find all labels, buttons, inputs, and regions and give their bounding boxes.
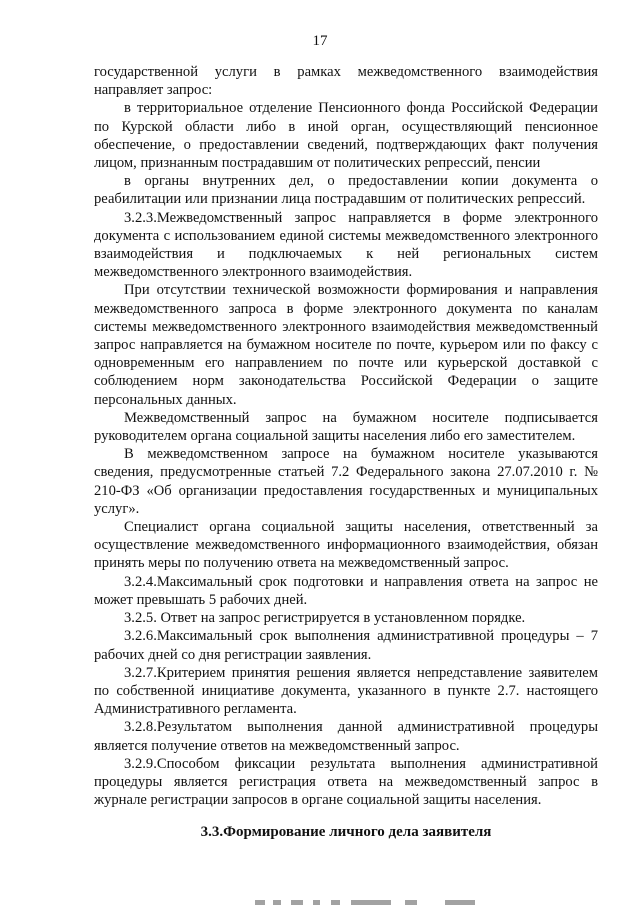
paragraph: При отсутствии технической возможности формирования и направления межведомственного запроса в форме электронного документа по каналам системы межведомственного электронного взаимодействия межведомственный запрос направляется на бумажном носителе по почте, курьером или по факсу с одновременным его направлением по почте или курьерской доставкой с соблюдением норм законодательства Российской Федерации о защите персональных данных. — [94, 282, 598, 408]
paragraph: Межведомственный запрос на бумажном носителе подписывается руководителем органа социальной защиты населения либо его заместителем. — [94, 409, 598, 445]
paragraph: 3.2.5. Ответ на запрос регистрируется в установленном порядке. — [124, 610, 526, 627]
paragraph: 3.2.3.Межведомственный запрос направляется в форме электронного документа с использованием единой системы межведомственного электронного взаимодействия и подключаемых к ней региональных систем межведомственного электронного взаимодействия. — [94, 209, 598, 281]
scan-bleed-through — [255, 897, 485, 905]
paragraph: Специалист органа социальной защиты населения, ответственный за осуществление межведомственного информационного взаимодействия, обязан принять меры по получению ответа на межведомственный запрос. — [94, 519, 598, 572]
paragraph: 3.2.8.Результатом выполнения данной административной процедуры является получение ответов на межведомственный запрос. — [94, 719, 598, 754]
paragraph: 3.2.4.Максимальный срок подготовки и направления ответа на запрос не может превышать 5 рабочих дней. — [94, 573, 598, 608]
paragraph: в территориальное отделение Пенсионного фонда Российской Федерации по Курской области либо в иной орган, осуществляющий пенсионное обеспечение, о предоставлении сведений, подтверждающих факт получения лицом, признанным пострадавшим от политических репрессий, пенсии — [94, 100, 598, 172]
paragraph: В межведомственном запросе на бумажном носителе указываются сведения, предусмотренные статьей 7.2 Федерального закона 27.07.2010 г. № 210-ФЗ «Об организации предоставления государственных и муниципальных услуг». — [94, 446, 598, 517]
section-heading: 3.3.Формирование личного дела заявителя — [200, 824, 492, 840]
paragraph: 3.2.6.Максимальный срок выполнения административной процедуры – 7 рабочих дней со дня регистрации заявления. — [94, 628, 598, 663]
paragraph: государственной услуги в рамках межведомственного взаимодействия направляет запрос: — [94, 64, 598, 99]
paragraph: 3.2.9.Способом фиксации результата выполнения административной процедуры является регистрация ответа на межведомственный запрос в журнале регистрации запросов в органе социальной защиты населения. — [94, 755, 598, 809]
paragraph: в органы внутренних дел, о предоставлении копии документа о реабилитации или признании лица пострадавшим от политических репрессий. — [94, 173, 598, 208]
document-body — [94, 63, 598, 809]
page-number: 17 — [312, 33, 328, 49]
paragraph: 3.2.7.Критерием принятия решения является непредставление заявителем по собственной инициативе документа, указанного в пункте 2.7. настоящего Административного регламента. — [94, 664, 598, 718]
